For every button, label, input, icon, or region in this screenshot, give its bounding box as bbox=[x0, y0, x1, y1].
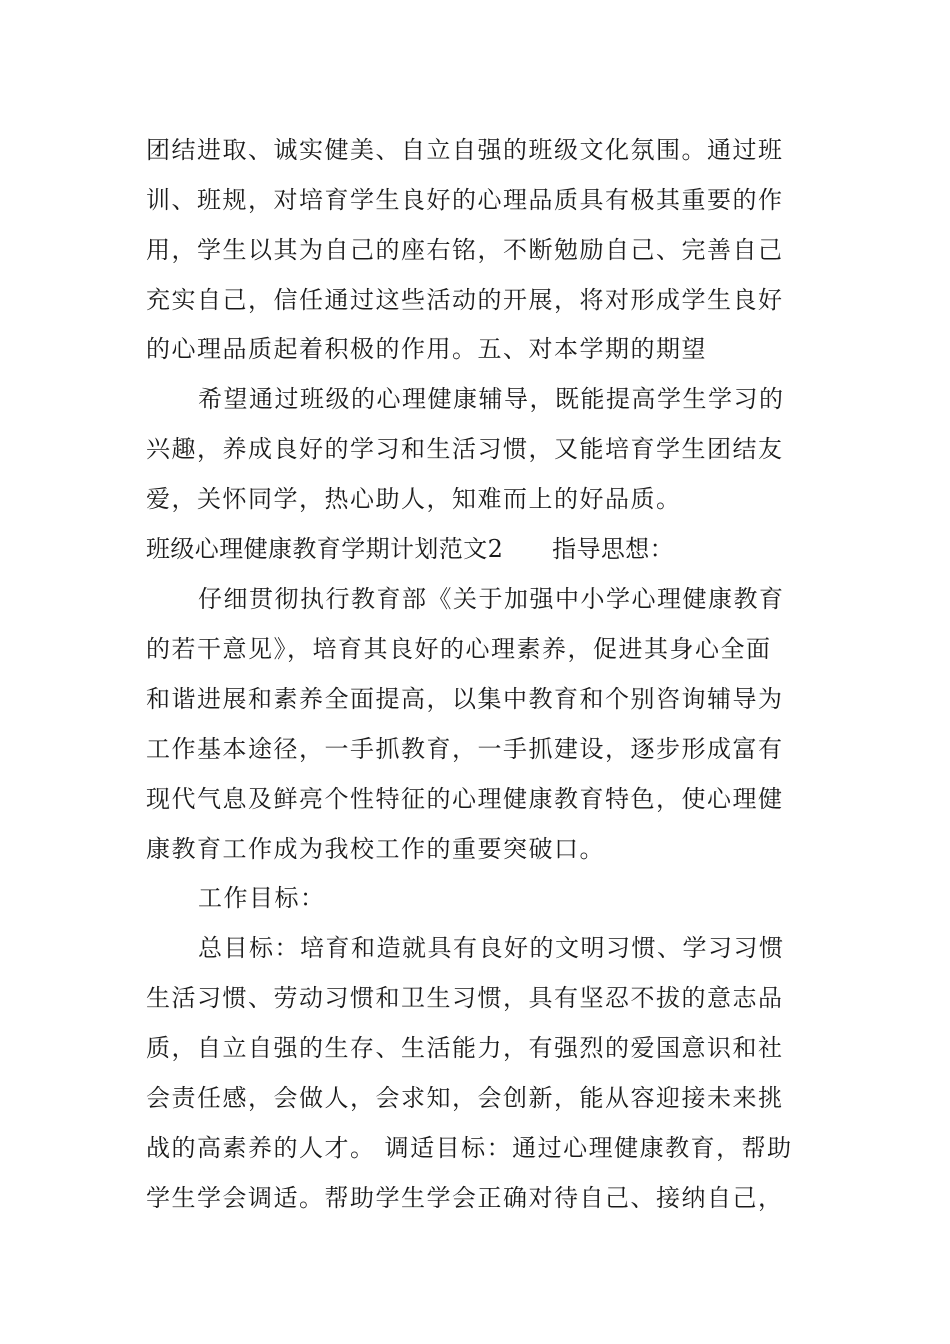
text-line: 用，学生以其为自己的座右铭，不断勉励自己、完善自己 bbox=[146, 236, 784, 264]
text-line: 充实自己，信任通过这些活动的开展，将对形成学生良好 bbox=[146, 286, 784, 314]
text-line: 的心理品质起着积极的作用。五、对本学期的期望 bbox=[146, 335, 707, 363]
text-line: 仔细贯彻执行教育部《关于加强中小学心理健康教育 bbox=[198, 585, 785, 613]
text-line: 康教育工作成为我校工作的重要突破口。 bbox=[146, 835, 605, 863]
text-line: 爱，关怀同学，热心助人，知难而上的好品质。 bbox=[146, 485, 682, 513]
text-line: 学生学会调适。帮助学生学会正确对待自己、接纳自己， bbox=[146, 1184, 784, 1212]
text-line: 会责任感，会做人，会求知，会创新，能从容迎接未来挑 bbox=[146, 1084, 784, 1112]
text-line: 工作基本途径，一手抓教育，一手抓建设，逐步形成富有 bbox=[146, 735, 784, 763]
text-line: 团结进取、诚实健美、自立自强的班级文化氛围。通过班 bbox=[146, 136, 784, 164]
text-line: 战的高素养的人才。 调适目标：通过心理健康教育，帮助 bbox=[146, 1134, 793, 1162]
section-heading: 班级心理健康教育学期计划范文2 指导思想： bbox=[146, 535, 675, 563]
text-line: 兴趣，养成良好的学习和生活习惯，又能培育学生团结友 bbox=[146, 435, 784, 463]
text-line: 质，自立自强的生存、生活能力，有强烈的爱国意识和社 bbox=[146, 1034, 784, 1062]
text-line: 希望通过班级的心理健康辅导，既能提高学生学习的 bbox=[198, 385, 785, 413]
text-line: 生活习惯、劳动习惯和卫生习惯，具有坚忍不拔的意志品 bbox=[146, 984, 784, 1012]
text-line: 训、班规，对培育学生良好的心理品质具有极其重要的作 bbox=[146, 186, 784, 214]
text-line: 现代气息及鲜亮个性特征的心理健康教育特色，使心理健 bbox=[146, 785, 784, 813]
text-line: 和谐进展和素养全面提高，以集中教育和个别咨询辅导为 bbox=[146, 685, 784, 713]
text-line: 总目标：培育和造就具有良好的文明习惯、学习习惯 bbox=[198, 934, 785, 962]
text-line: 工作目标： bbox=[198, 884, 326, 912]
text-line: 的若干意见》，培育其良好的心理素养，促进其身心全面 bbox=[146, 635, 772, 663]
